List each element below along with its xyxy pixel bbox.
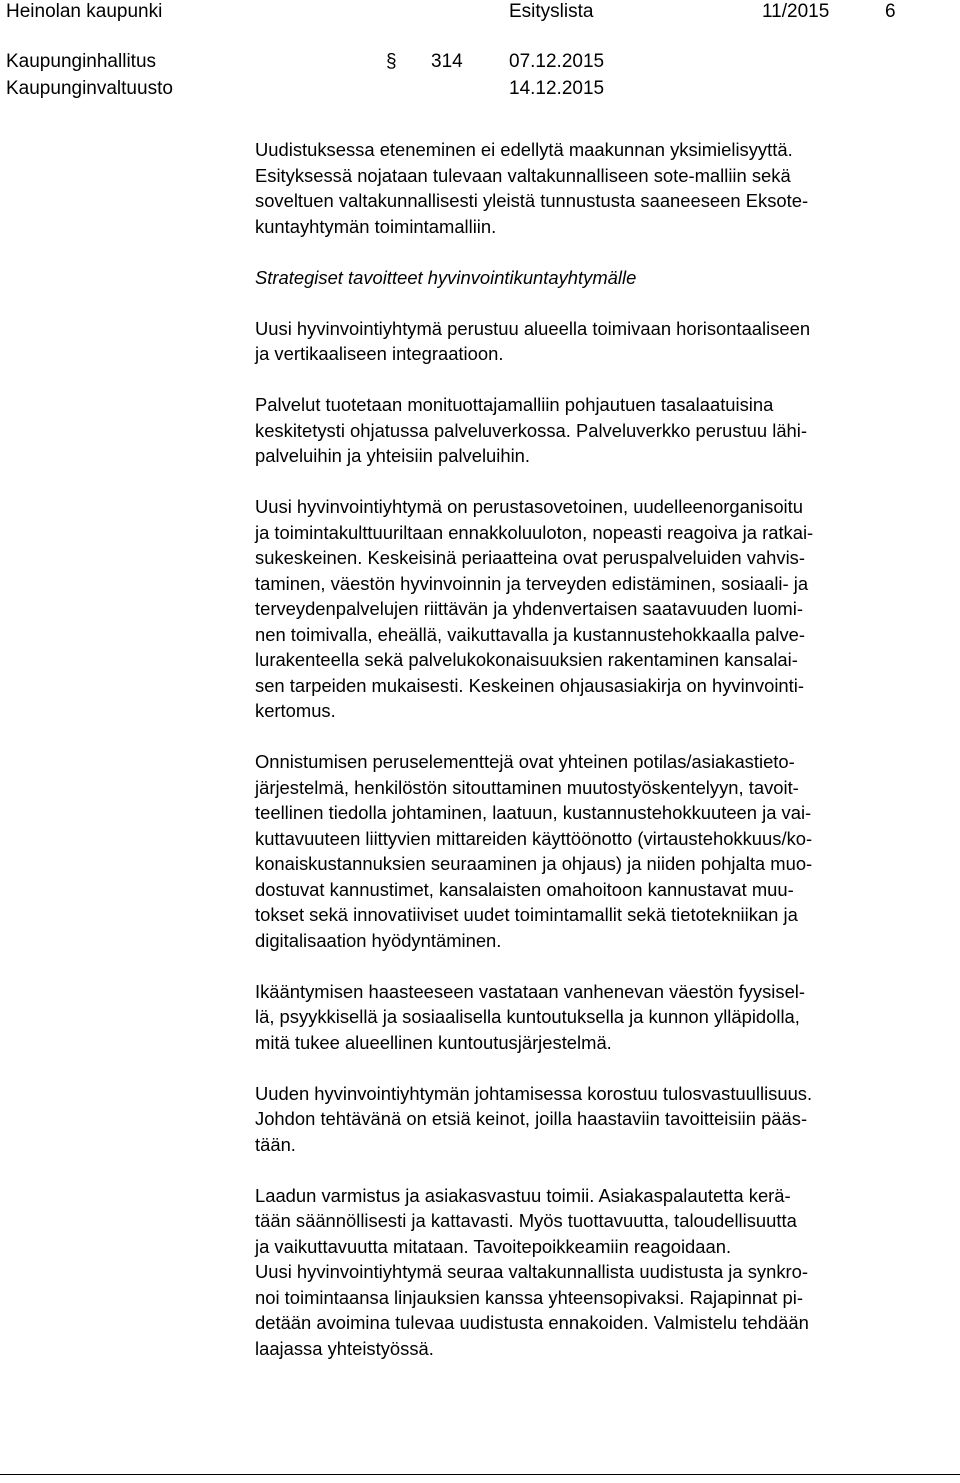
text-line: terveydenpalvelujen riittävän ja yhdenvertaisen saatavuuden luomi- bbox=[255, 598, 803, 619]
document-number: 11/2015 bbox=[762, 1, 830, 22]
paragraph-leadership bbox=[255, 1081, 959, 1158]
text-line: Ikääntymisen haasteeseen vastataan vanhenevan väestön fyysisel- bbox=[255, 980, 806, 1002]
heading-text: Strategiset tavoitteet hyvinvointikuntayhtymälle bbox=[255, 266, 637, 288]
text-line: järjestelmä, henkilöstön sitouttaminen muutostyöskentelyyn, tavoit- bbox=[255, 776, 799, 798]
text-line: Uuden hyvinvointiyhtymän johtamisessa korostuu tulosvastuullisuus. bbox=[255, 1082, 813, 1104]
text-line: Uusi hyvinvointiyhtymä seuraa valtakunnallista uudistusta ja synkro- bbox=[255, 1261, 809, 1282]
text-line: dostuvat kannustimet, kansalaisten omahoitoon kannustavat muu- bbox=[255, 878, 794, 900]
text-line: Uusi hyvinvointiyhtymä on perustasovetoinen, uudelleenorganisoitu bbox=[255, 496, 803, 517]
text-line: sukeskeinen. Keskeisinä periaatteina ovat peruspalveluiden vahvis- bbox=[255, 547, 806, 568]
text-line: detään avoimina tulevaa uudistusta ennakoiden. Valmistelu tehdään bbox=[255, 1312, 809, 1333]
text-line: noi toimintaansa linjauksien kanssa yhteensopivaksi. Rajapinnat pi- bbox=[255, 1286, 803, 1308]
agenda-body bbox=[255, 137, 959, 1361]
document-type: Esityslista bbox=[509, 1, 594, 22]
text-line: sen tarpeiden mukaisesti. Keskeinen ohjausasiakirja on hyvinvointi- bbox=[255, 674, 804, 696]
paragraph-quality bbox=[255, 1183, 959, 1362]
text-line: taminen, väestön hyvinvoinnin ja terveyden edistäminen, sosiaali- ja bbox=[255, 572, 809, 594]
text-line: digitalisaation hyödyntäminen. bbox=[255, 929, 502, 951]
org-name: Heinolan kaupunki bbox=[6, 1, 163, 22]
body-name-assembly: Kaupunginvaltuusto bbox=[6, 78, 173, 99]
text-line: tään. bbox=[255, 1133, 296, 1155]
text-line: tään säännöllisesti ja kattavasti. Myös tuottavuutta, taloudellisuutta bbox=[255, 1210, 797, 1231]
text-line: keskitetysti ohjatussa palveluverkossa. Palveluverkko perustuu lähi- bbox=[255, 419, 807, 441]
text-line: soveltuen valtakunnallisesti yleistä tunnustusta saaneeseen Eksote- bbox=[255, 190, 809, 211]
paragraph-success-factors bbox=[255, 749, 959, 953]
text-line: palveluihin ja yhteisiin palveluihin. bbox=[255, 445, 531, 466]
text-line: Uusi hyvinvointiyhtymä perustuu alueella toimivaan horisontaaliseen bbox=[255, 317, 811, 339]
paragraph-intro bbox=[255, 137, 959, 239]
text-line: teellinen tiedolla johtaminen, laatuun, kustannustehokkuuteen ja vai- bbox=[255, 802, 812, 823]
text-line: Laadun varmistus ja asiakasvastuu toimii. Asiakaspalautetta kerä- bbox=[255, 1184, 791, 1206]
text-line: tokset sekä innovatiiviset uudet toimintamallit sekä tietotekniikan ja bbox=[255, 904, 798, 925]
text-line: kuttavuuteen liittyvien mittareiden käyttöönotto (virtaustehokkuus/ko- bbox=[255, 827, 813, 849]
section-heading bbox=[255, 265, 959, 291]
paragraph-principles bbox=[255, 494, 959, 724]
text-line: Onnistumisen peruselementtejä ovat yhteinen potilas/asiakastieto- bbox=[255, 751, 795, 772]
text-line: ja vertikaaliseen integraatioon. bbox=[255, 343, 504, 364]
text-line: lä, psyykkisellä ja sosiaalisella kuntoutuksella ja kunnon ylläpidolla, bbox=[255, 1006, 800, 1027]
paragraph-ageing bbox=[255, 979, 959, 1056]
text-line: ja toimintakulttuuriltaan ennakkoluuloton, nopeasti reagoiva ja ratkai- bbox=[255, 521, 814, 543]
paragraph-integration bbox=[255, 316, 959, 367]
body-name-council: Kaupunginhallitus bbox=[6, 51, 157, 72]
text-line: laajassa yhteistyössä. bbox=[255, 1337, 434, 1359]
text-line: Palvelut tuotetaan monituottajamalliin pohjautuen tasalaatuisina bbox=[255, 394, 774, 415]
text-line: konaiskustannuksien seuraaminen ja ohjaus) ja niiden pohjalta muo- bbox=[255, 853, 813, 874]
text-line: ja vaikuttavuutta mitataan. Tavoitepoikkeamiin reagoidaan. bbox=[255, 1235, 732, 1257]
text-line: Esityksessä nojataan tulevaan valtakunnalliseen sote-malliin sekä bbox=[255, 164, 791, 186]
text-line: nen toimivalla, eheällä, vaikuttavalla ja kustannustehokkaalla palve- bbox=[255, 623, 806, 645]
text-line: lurakenteella sekä palvelukokonaisuuksien rakentaminen kansalai- bbox=[255, 649, 798, 670]
page-number: 6 bbox=[885, 1, 896, 22]
section-number: 314 bbox=[431, 51, 463, 72]
text-line: kertomus. bbox=[255, 700, 336, 721]
text-line: Johdon tehtävänä on etsiä keinot, joilla haastaviin tavoitteisiin pääs- bbox=[255, 1108, 808, 1129]
section-symbol: § bbox=[386, 51, 397, 72]
footer-divider bbox=[0, 1474, 960, 1475]
paragraph-services bbox=[255, 392, 959, 469]
text-line: mitä tukee alueellinen kuntoutusjärjestelmä. bbox=[255, 1031, 612, 1053]
text-line: Uudistuksessa eteneminen ei edellytä maakunnan yksimielisyyttä. bbox=[255, 139, 793, 160]
text-line: kuntayhtymän toimintamalliin. bbox=[255, 215, 497, 237]
date-assembly: 14.12.2015 bbox=[509, 78, 605, 99]
date-council: 07.12.2015 bbox=[509, 51, 605, 72]
